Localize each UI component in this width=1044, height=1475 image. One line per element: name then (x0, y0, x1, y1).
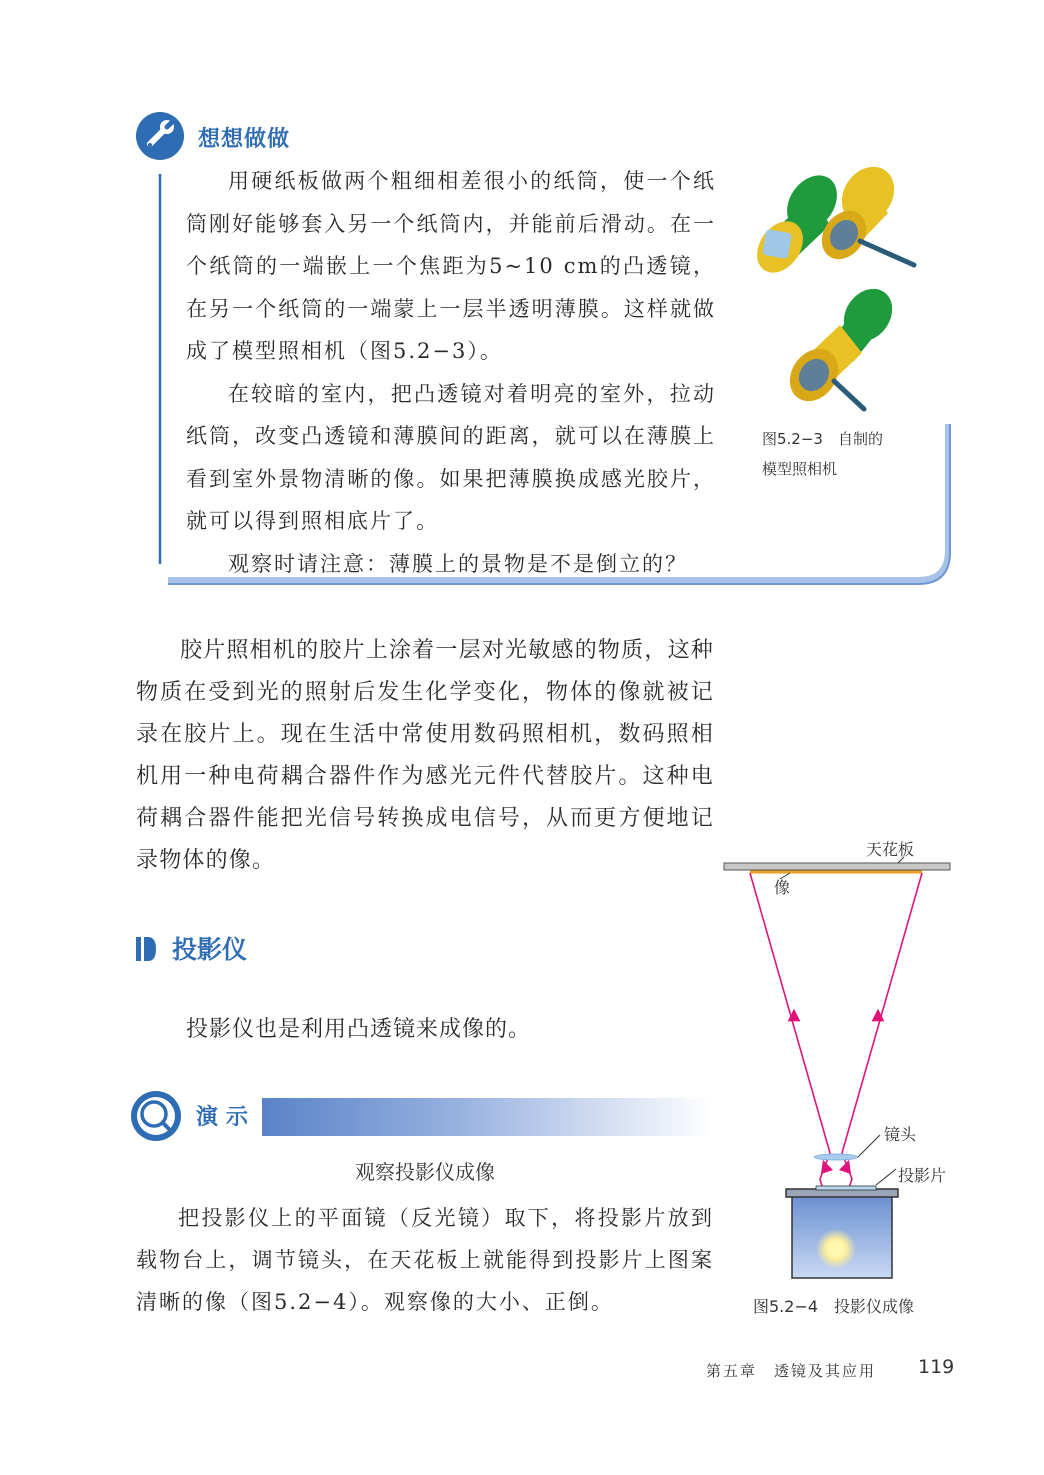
label-ceiling: 天花板 (866, 840, 915, 859)
body-paragraph: 胶片照相机的胶片上涂着一层对光敏感的物质，这种物质在受到光的照射后发生化学变化，物体的像就被记录在胶片上。现在生活中常使用数码照相机，数码照相机用一种电荷耦合器件作为感光元件代替胶片。这种电荷耦合器件能把光信号转换成电信号，从而更方便地记录物体的像。 (136, 638, 714, 873)
projection-slide (816, 1186, 876, 1190)
label-image: 像 (774, 878, 791, 897)
activity-paragraph: 用硬纸板做两个粗细相差很小的纸筒，使一个纸筒刚好能够套入另一个纸筒内，并能前后滑动。在一个纸筒的一端嵌上一个焦距为5~10 cm的凸透镜，在另一个纸筒的一端蒙上一层半透明薄膜。这样就做成了模型照相机（图5.2−3）。 (186, 169, 716, 363)
assembled-camera (780, 279, 902, 410)
section-marker-icon (136, 937, 156, 961)
magnifier-icon (130, 1090, 182, 1142)
demo-text (136, 1197, 714, 1323)
section-text: 投影仪也是利用凸透镜来成像的。 (186, 1017, 532, 1042)
activity-text (186, 160, 716, 585)
chapter-footer: 第五章 透镜及其应用 (706, 1362, 877, 1380)
projector-figure (720, 835, 960, 1290)
label-lens: 镜头 (884, 1125, 917, 1144)
activity-paragraph: 在较暗的室内，把凸透镜对着明亮的室外，拉动纸筒，改变凸透镜和薄膜间的距离，就可以在薄膜上看到室外景物清晰的像。如果把薄膜换成感光胶片，就可以得到照相底片了。 (186, 381, 716, 533)
projector-lens (814, 1154, 858, 1160)
section-title: 投影仪 (172, 935, 248, 964)
figure-caption: 图5.2−3 自制的 模型照相机 (762, 430, 883, 478)
demo-title: 演示 (196, 1105, 257, 1130)
demo-paragraph: 把投影仪上的平面镜（反光镜）取下，将投影片放到载物台上，调节镜头，在天花板上就能得到投影片上图案清晰的像（图5.2−4）。观察像的大小、正倒。 (136, 1206, 714, 1314)
label-slide: 投影片 (898, 1166, 947, 1185)
activity-paragraph: 观察时请注意：薄膜上的景物是不是倒立的？ (228, 551, 688, 576)
demo-subtitle: 观察投影仪成像 (355, 1160, 495, 1184)
demo-header-band (262, 1098, 714, 1136)
body-text (136, 630, 714, 882)
model-camera-figure (750, 165, 930, 415)
page-number: 119 (918, 1356, 955, 1378)
wrench-icon (136, 112, 184, 160)
figure-caption: 图5.2−4 投影仪成像 (753, 1297, 915, 1316)
activity-title: 想想做做 (198, 127, 291, 152)
ceiling-board (724, 863, 950, 870)
